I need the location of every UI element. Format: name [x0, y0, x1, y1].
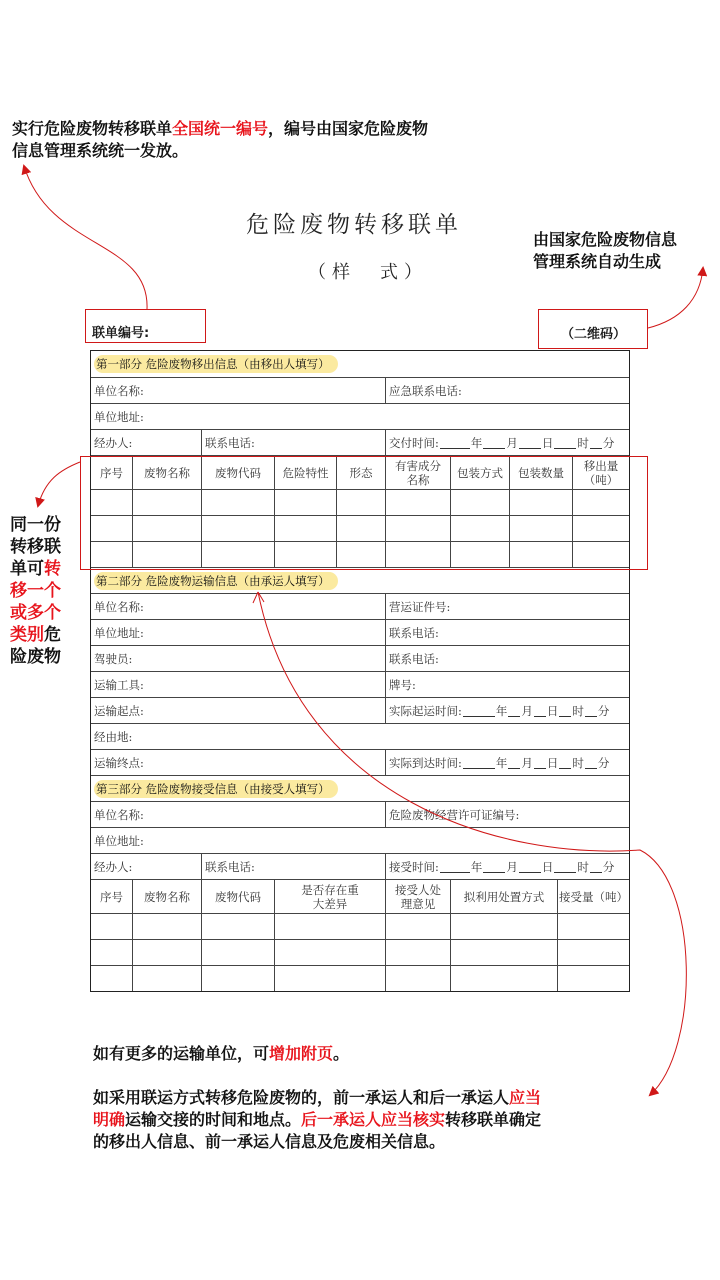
part2-end-point: 运输终点: [94, 755, 144, 770]
column-header: 移出量（吨） [572, 456, 629, 489]
arrow-to-part2 [648, 1095, 650, 1096]
part2-minute-2: 分 [597, 755, 610, 770]
arrow-to-top-note [24, 166, 147, 309]
left-note-l5: 或多个 [10, 603, 61, 623]
part3-minute: 分 [602, 859, 615, 874]
part2-minute: 分 [597, 703, 610, 718]
column-header: 序号 [100, 889, 123, 904]
top-note-line2: 信息管理系统统一发放。 [12, 141, 189, 160]
part2-actual-arrival-label: 实际到达时间: [389, 755, 462, 770]
column-header: 接受人处理意见 [385, 880, 450, 913]
left-note-l7: 险废物 [10, 647, 61, 667]
part1-unit-name: 单位名称: [94, 383, 144, 398]
top-note-text-2: ，编号由国家危险废物 [268, 119, 429, 138]
column-header: 是否存在重大差异 [274, 880, 385, 913]
part2-vehicle: 运输工具: [94, 677, 144, 692]
part2-plate: 牌号: [385, 672, 629, 697]
part1-day: 日 [541, 435, 554, 450]
left-note-l6: 危 [44, 625, 61, 645]
part1-operator: 经办人: [94, 435, 133, 450]
part3-hour: 时 [577, 859, 589, 874]
part1-header: 第一部分 危险废物移出信息（由移出人填写） [94, 355, 338, 373]
part2-unit-address: 单位地址: [94, 625, 144, 640]
part2-year: 年 [495, 703, 508, 718]
column-header: 危险特性 [274, 456, 336, 489]
column-header: 有害成分名称 [385, 456, 450, 489]
part3-year: 年 [470, 859, 483, 874]
part1-unit-address: 单位地址: [94, 409, 144, 424]
part1-hour: 时 [577, 435, 589, 450]
part3-month: 月 [506, 859, 518, 874]
arrow-to-bottom-note [258, 592, 686, 1095]
left-note-l1: 同一份 [10, 515, 61, 535]
form-subtitle: （样 式） [308, 262, 428, 283]
qr-note-line1: 由国家危险废物信息 [533, 230, 678, 249]
left-note-l3: 单可 [10, 559, 44, 579]
part2-via: 经由地: [94, 729, 133, 744]
part3-header: 第三部分 危险废物接受信息（由接受人填写） [94, 780, 338, 798]
part1-year: 年 [470, 435, 483, 450]
form-number-label: 联单编号: [92, 326, 150, 341]
part3-contact-phone: 联系电话: [201, 854, 385, 879]
bottom-note-1-red: 增加附页 [269, 1044, 334, 1063]
part3-day: 日 [541, 859, 554, 874]
column-header: 废物代码 [201, 456, 274, 489]
bottom-note-2-b: 应当 [509, 1088, 542, 1107]
arrow-to-qr-note [648, 268, 703, 328]
left-note-l4: 移一个 [10, 581, 61, 601]
bottom-note-1-end: 。 [333, 1044, 350, 1063]
top-note-text: 实行危险废物转移联单 [12, 119, 173, 138]
arrow-head-part2 [253, 592, 264, 603]
part2-contact-phone: 联系电话: [385, 620, 629, 645]
part1-delivery-time-label: 交付时间: [389, 435, 439, 450]
column-header: 序号 [100, 465, 123, 480]
part1-contact-phone: 联系电话: [201, 430, 385, 455]
form-title: 危险废物转移联单 [246, 212, 462, 238]
part2-hour-2: 时 [572, 755, 584, 770]
column-header: 接受量（吨） [557, 880, 629, 913]
part2-license: 营运证件号: [385, 594, 629, 619]
left-note-l2: 转移联 [10, 537, 61, 557]
part2-header: 第二部分 危险废物运输信息（由承运人填写） [94, 572, 338, 590]
column-header: 废物名称 [132, 880, 201, 913]
column-header: 包装数量 [509, 456, 572, 489]
left-note-l6-red: 类别 [10, 625, 44, 645]
bottom-note-2-c: 明确 [93, 1110, 126, 1129]
left-note-l3-red: 转 [44, 559, 61, 579]
column-header: 废物代码 [201, 880, 274, 913]
column-header: 包装方式 [450, 456, 509, 489]
bottom-note-2-f: 转移联单确定 [445, 1110, 542, 1129]
part3-receive-time-label: 接受时间: [389, 859, 439, 874]
part2-hour: 时 [572, 703, 584, 718]
part2-driver: 驾驶员: [94, 651, 133, 666]
part2-month-2: 月 [521, 755, 533, 770]
bottom-note-2-g: 的移出人信息、前一承运人信息及危废相关信息。 [93, 1132, 446, 1151]
part1-minute: 分 [602, 435, 615, 450]
arrow-to-left-note [38, 462, 80, 506]
top-note-highlight: 全国统一编号 [172, 119, 269, 138]
part2-contact-phone-2: 联系电话: [385, 646, 629, 671]
column-header: 拟利用处置方式 [450, 880, 557, 913]
part1-month: 月 [506, 435, 518, 450]
bottom-note-2-d: 运输交接的时间和地点。 [125, 1110, 302, 1129]
part1-emergency-phone: 应急联系电话: [385, 378, 629, 403]
part3-operator: 经办人: [94, 859, 133, 874]
column-header: 废物名称 [132, 456, 201, 489]
column-header: 形态 [336, 456, 385, 489]
part2-year-2: 年 [495, 755, 508, 770]
part2-day-2: 日 [546, 755, 559, 770]
bottom-note-2-e: 后一承运人应当核实 [301, 1110, 446, 1129]
bottom-note-2-a: 如采用联运方式转移危险废物的，前一承运人和后一承运人 [93, 1088, 510, 1107]
bottom-note-1-text: 如有更多的运输单位，可 [93, 1044, 270, 1063]
part2-day: 日 [546, 703, 559, 718]
qr-code-label: （二维码） [561, 327, 627, 342]
part2-actual-start-label: 实际起运时间: [389, 703, 462, 718]
part2-start-point: 运输起点: [94, 703, 144, 718]
part2-month: 月 [521, 703, 533, 718]
part2-unit-name: 单位名称: [94, 599, 144, 614]
qr-note-line2: 管理系统自动生成 [533, 252, 662, 271]
part3-permit: 危险废物经营许可证编号: [385, 802, 629, 827]
part3-unit-address: 单位地址: [94, 833, 144, 848]
part3-unit-name: 单位名称: [94, 807, 144, 822]
